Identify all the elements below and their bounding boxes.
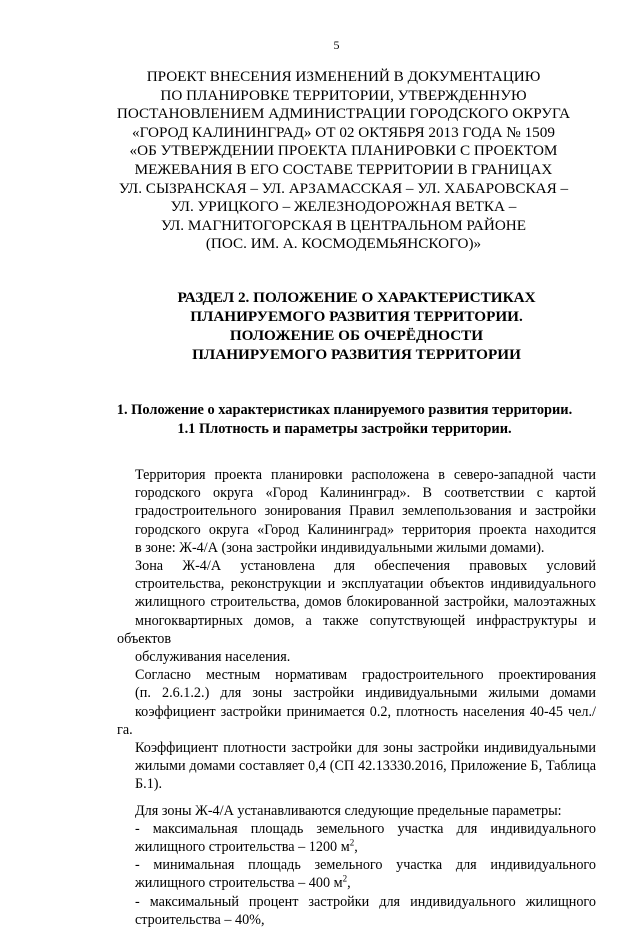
- paragraph: [117, 466, 596, 557]
- text-line: Зона Ж-4/А установлена для обеспечения правовых условий: [135, 557, 596, 574]
- section-line: ПЛАНИРУЕМОГО РАЗВИТИЯ ТЕРРИТОРИИ.: [190, 307, 523, 325]
- title-line: (ПОС. ИМ. А. КОСМОДЕМЬЯНСКОГО)»: [205, 235, 482, 253]
- text-line: (п. 2.6.1.2.) для зоны застройки индивидуальными жилыми домами: [135, 685, 596, 702]
- text-line: коэффициент застройки принимается 0.2, плотность населения 40-45 чел./га.: [117, 703, 596, 738]
- document-title: [87, 68, 600, 254]
- title-line: ПО ПЛАНИРОВКЕ ТЕРРИТОРИИ, УТВЕРЖДЕННУЮ: [160, 86, 527, 104]
- subheading-line: 1.1 Плотность и параметры застройки территории.: [177, 420, 512, 437]
- text-span: ,: [354, 839, 358, 855]
- text-span: жилищного строительства – 1200 м: [135, 839, 350, 855]
- title-line: УЛ. СЫЗРАНСКАЯ – УЛ. АРЗАМАССКАЯ – УЛ. ХАБАРОВСКАЯ –: [118, 179, 569, 197]
- list-item: [117, 856, 596, 892]
- paragraph: [117, 666, 596, 793]
- title-line: УЛ. УРИЦКОГО – ЖЕЛЕЗНОДОРОЖНАЯ ВЕТКА –: [170, 198, 517, 216]
- title-line: УЛ. МАГНИТОГОРСКАЯ В ЦЕНТРАЛЬНОМ РАЙОНЕ: [160, 216, 527, 234]
- text-line: жилыми домами составляет 0,4 (СП 42.13330.2016, Приложение Б, Таблица: [135, 758, 596, 775]
- section-line: ПОЛОЖЕНИЕ ОБ ОЧЕРЁДНОСТИ: [229, 326, 484, 344]
- text-line: в зоне: Ж-4/А (зона застройки индивидуальными жилыми домами).: [135, 539, 545, 556]
- text-line: городского округа «Город Калининград». В соответствии с картой: [135, 485, 596, 502]
- title-line: «ОБ УТВЕРЖДЕНИИ ПРОЕКТА ПЛАНИРОВКИ С ПРОЕКТОМ: [129, 142, 558, 160]
- text-line: Коэффициент плотности застройки для зоны застройки индивидуальными: [135, 739, 596, 756]
- text-line: Б.1).: [135, 776, 163, 793]
- text-line: строительства, реконструкции и эксплуатации объектов индивидуального: [135, 576, 596, 593]
- section-heading: [117, 288, 596, 364]
- text-line: Для зоны Ж-4/А устанавливаются следующие предельные параметры:: [135, 802, 562, 819]
- text-line: строительства – 40%,: [135, 911, 265, 928]
- page-number: 5: [333, 38, 340, 52]
- paragraph: [117, 802, 596, 820]
- text-line: обслуживания населения.: [135, 648, 291, 665]
- text-span: ,: [347, 875, 351, 892]
- text-line: жилищного строительства, домов блокированной застройки, малоэтажных: [135, 594, 596, 611]
- title-line: ПОСТАНОВЛЕНИЕМ АДМИНИСТРАЦИИ ГОРОДСКОГО ОКРУГА: [116, 105, 571, 123]
- list-item: [117, 893, 596, 929]
- title-line: «ГОРОД КАЛИНИНГРАД» ОТ 02 ОКТЯБРЯ 2013 ГОДА № 1509: [132, 123, 555, 141]
- text-line: - минимальная площадь земельного участка для индивидуального: [135, 857, 596, 874]
- text-line: Согласно местным нормативам градостроительного проектирования: [135, 667, 596, 684]
- text-span: жилищного строительства – 400 м: [135, 875, 343, 892]
- text-line: многоквартирных домов, а также сопутствующей инфраструктуры и объектов: [117, 612, 596, 647]
- body-text: [117, 466, 596, 929]
- text-line: Территория проекта планировки расположена в северо-западной части: [135, 466, 596, 483]
- text-line: городского округа «Город Калининград» территория проекта находится: [135, 521, 596, 538]
- superscript: 2: [342, 873, 348, 884]
- subheading-line: 1. Положение о характеристиках планируемого развития территории.: [116, 401, 573, 418]
- text-line: - максимальный процент застройки для индивидуального жилищного: [135, 893, 596, 910]
- title-line: ПРОЕКТ ВНЕСЕНИЯ ИЗМЕНЕНИЙ В ДОКУМЕНТАЦИЮ: [146, 68, 541, 85]
- text-line: [117, 838, 596, 856]
- text-line: [117, 874, 596, 892]
- text-line: - максимальная площадь земельного участка для индивидуального: [135, 820, 596, 837]
- text-line: градостроительного зонирования Правил землепользования и застройки: [135, 503, 596, 520]
- list-item: [117, 820, 596, 856]
- title-line: МЕЖЕВАНИЯ В ЕГО СОСТАВЕ ТЕРРИТОРИИ В ГРАНИЦАХ: [134, 160, 553, 178]
- section-line: РАЗДЕЛ 2. ПОЛОЖЕНИЕ О ХАРАКТЕРИСТИКАХ: [177, 288, 536, 306]
- section-line: ПЛАНИРУЕМОГО РАЗВИТИЯ ТЕРРИТОРИИ: [192, 345, 521, 363]
- superscript: 2: [349, 837, 355, 848]
- subsection-heading: [93, 401, 596, 439]
- paragraph: [117, 557, 596, 666]
